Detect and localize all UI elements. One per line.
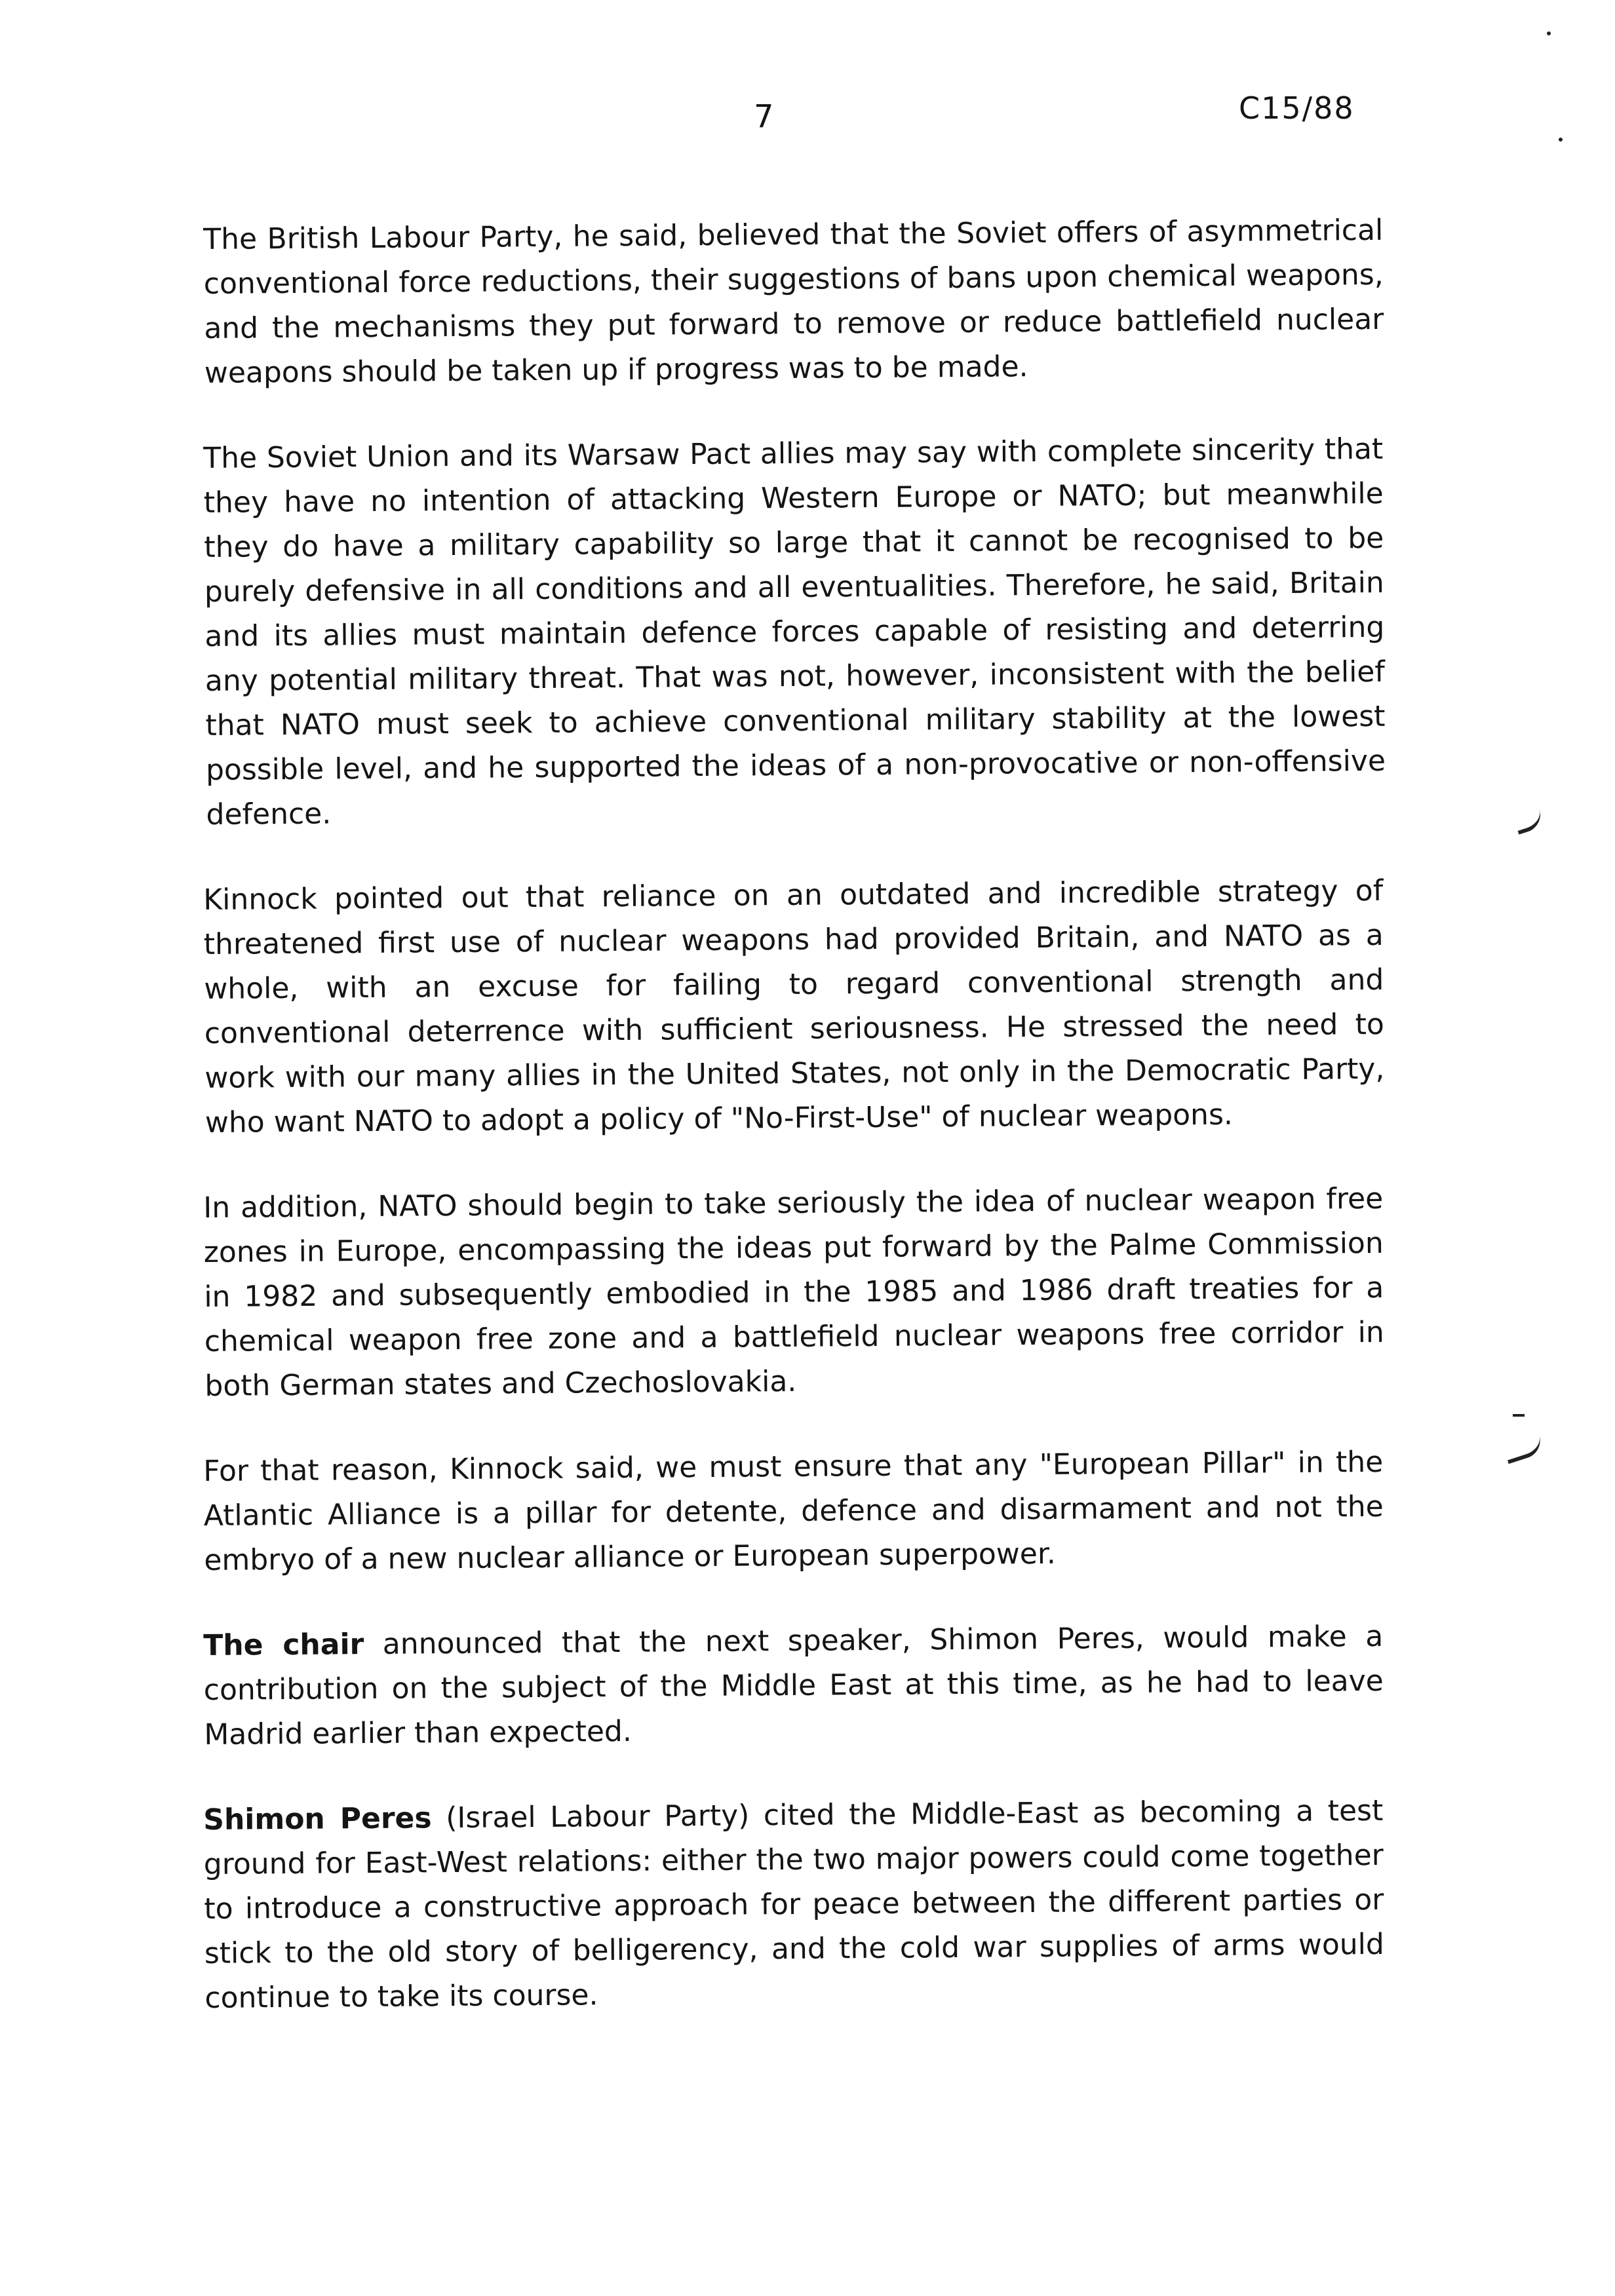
paragraph-7	[203, 1789, 1385, 2021]
paragraph-4-text: In addition, NATO should begin to take seriously the idea of nuclear weapon free zones in Europe, encompassing the ideas put forward by the Palme Commission in 1982 and subsequently embodied in the 1985 and 1986 draft treaties for a chemical weapon free zone and a battlefield nuclear weapons free corridor in both German states and Czechoslovakia.	[203, 1181, 1385, 1403]
paragraph-1	[203, 208, 1384, 396]
paragraph-2-text: The Soviet Union and its Warsaw Pact allies may say with complete sincerity that they have no intention of attacking Western Europe or NATO; but meanwhile they do have a military capability so large that it cannot be recognised to be purely defensive in all conditions and all eventualities. Therefore, he said, Britain and its allies must maintain defence forces capable of resisting and deterring any potential military threat. That was not, however, inconsistent with the belief that NATO must seek to achieve conventional military stability at the lowest possible level, and he supported the ideas of a non-provocative or non-offensive defence.	[203, 432, 1386, 832]
paragraph-2	[203, 427, 1386, 837]
scan-dot-upper	[1559, 138, 1563, 142]
paragraph-3	[203, 869, 1385, 1145]
paragraph-1-text: The British Labour Party, he said, believed that the Soviet offers of asymmetrical conventional force reductions, their suggestions of bans upon chemical weapons, and the mechanisms they put forward to remove or reduce battlefield nuclear weapons should be taken up if progress was to be made.	[203, 213, 1384, 390]
speaker-name: The chair	[203, 1628, 364, 1662]
paragraph-3-text: Kinnock pointed out that reliance on an outdated and incredible strategy of threatened first use of nuclear weapons had provided Britain, and NATO as a whole, with an excuse for failing to regard conventional strength and conventional deterrence with sufficient seriousness. He stressed the need to work with our many allies in the United States, not only in the Democratic Party, who want NATO to adopt a policy of "No-First-Use" of nuclear weapons.	[203, 873, 1385, 1139]
scan-dot-top	[1547, 31, 1551, 35]
body-text	[203, 213, 1386, 2061]
scan-dash	[1513, 1414, 1525, 1417]
paragraph-6	[203, 1615, 1384, 1757]
margin-tick-mark	[1513, 809, 1546, 835]
speaker-name: Shimon Peres	[203, 1801, 432, 1837]
margin-tick-mark	[1503, 1435, 1545, 1464]
paragraph-4	[203, 1177, 1385, 1409]
paragraph-5-text: For that reason, Kinnock said, we must ensure that any "European Pillar" in the Atlantic Alliance is a pillar for detente, defence and disarmament and not the embryo of a new nuclear alliance or European superpower.	[203, 1445, 1384, 1577]
document-reference: C15/88	[1239, 90, 1355, 126]
page-number: 7	[754, 98, 774, 135]
paragraph-7-text: (Israel Labour Party) cited the Middle-East as becoming a test ground for East-West relations: either the two major powers could come together to introduce a constructive approach for peace between the different parties or stick to the old story of belligerency, and the cold war supplies of arms would continue to take its course.	[203, 1793, 1385, 2015]
paragraph-5	[203, 1440, 1384, 1583]
paragraph-6-text: announced that the next speaker, Shimon Peres, would make a contribution on the subject of the Middle East at this time, as he had to leave Madrid earlier than expected.	[203, 1619, 1384, 1751]
